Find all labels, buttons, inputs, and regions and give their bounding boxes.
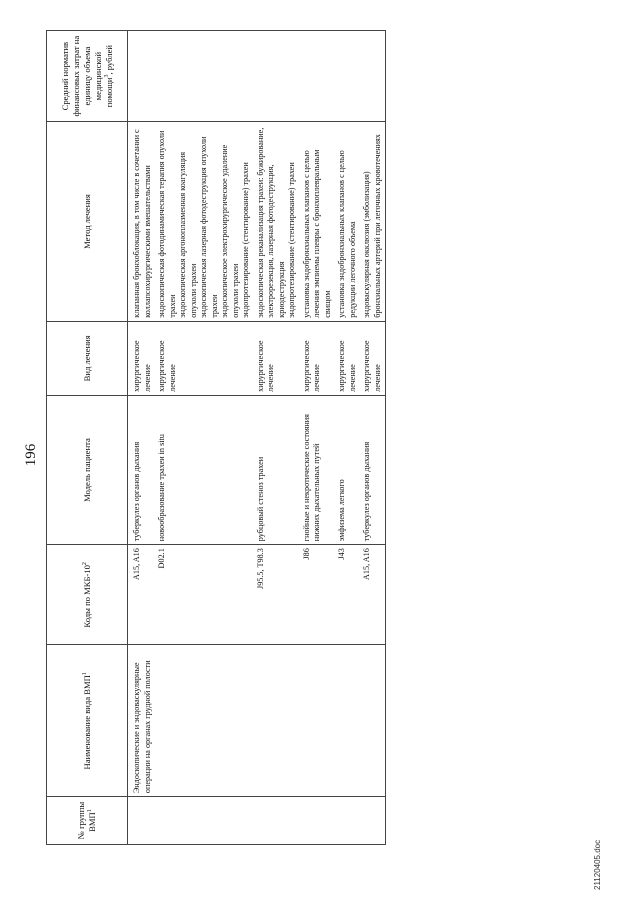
cell-cost <box>128 31 156 122</box>
cell-vmp-name <box>254 645 300 797</box>
method-line: клапанная бронхоблокация, в том числе в сочетании с коллапсохирургическими вмешательствами <box>132 129 152 318</box>
header-vmp-type: Наименование вида ВМП$^1$ <box>47 645 128 797</box>
cell-vmp-name <box>360 645 386 797</box>
method-line: эндопротезирование (стентирование) трахеи <box>287 162 296 318</box>
cell-group <box>335 797 360 845</box>
cell-methods <box>335 122 360 322</box>
header-group-no: № группы ВМП$^1$ <box>47 797 128 845</box>
cell-treatment-type: хирургическое лечение <box>335 321 360 395</box>
cell-icd: J86 <box>300 545 336 645</box>
cell-treatment-type: хирургическое лечение <box>254 321 300 395</box>
cell-model: туберкулез органов дыхания <box>360 395 386 544</box>
cell-model: гнойные и некротические состояния нижних дыхательных путей <box>300 395 336 544</box>
cell-methods <box>300 122 336 322</box>
header-patient-model: Модель пациента <box>47 395 128 544</box>
table-row <box>254 31 300 845</box>
header-treatment-method: Метод лечения <box>47 122 128 322</box>
table-row <box>360 31 386 845</box>
cell-icd: J43 <box>335 545 360 645</box>
method-line: эндоскопическая фотодинамическая терапия опухоли трахеи <box>157 130 177 318</box>
cell-treatment-type: хирургическое лечение <box>360 321 386 395</box>
cell-group <box>300 797 336 845</box>
method-line: эндоваскулярная окклюзия (эмболизация) бронхиальных артерий при легочных кровотечениях <box>362 134 382 318</box>
method-line: эндоскопическая аргоноплазменная коагуляция опухоли трахеи <box>178 151 198 318</box>
cell-model: туберкулез органов дыхания <box>128 395 156 544</box>
header-icd-codes: Коды по МКБ-$10^2$ <box>47 545 128 645</box>
method-line: установка эндобронхиальных клапанов с целью лечения эмпиемы плевры с бронхоплевральным свищом <box>301 149 332 318</box>
cell-cost <box>300 31 336 122</box>
cell-group <box>360 797 386 845</box>
cell-methods <box>360 122 386 322</box>
cell-model: рубцовый стеноз трахеи <box>254 395 300 544</box>
vmp-table <box>46 30 386 845</box>
method-line: эндоскопическая лазерная фотодеструкция опухоли трахеи <box>199 136 219 318</box>
page-number: 196 <box>23 443 39 467</box>
rotated-page <box>20 20 620 890</box>
method-line: эндоскопическая реканализация трахеи: бужирование, электрорезекция, лазерная фотодеструкция, криодеструкция <box>255 127 286 318</box>
cell-icd: A15, A16 <box>360 545 386 645</box>
cell-vmp-name <box>335 645 360 797</box>
cell-vmp-name <box>155 645 254 797</box>
cell-group <box>254 797 300 845</box>
method-line: эндоскопическое электрохирургическое удаление опухоли трахеи <box>220 144 240 318</box>
cell-treatment-type: хирургическое лечение <box>128 321 156 395</box>
table-row <box>155 31 254 845</box>
cell-methods <box>254 122 300 322</box>
cell-icd: J95.5, T98.3 <box>254 545 300 645</box>
method-line: эндопротезирование (стентирование) трахеи <box>241 162 250 318</box>
method-line: установка эндобронхиальных клапанов с целью редукции легочного объема <box>337 150 357 318</box>
cell-vmp-name: Эндоскопические и эндоваскулярные операции на органах грудной полости <box>128 645 156 797</box>
cell-group <box>128 797 156 845</box>
cell-cost <box>155 31 254 122</box>
cell-methods <box>128 122 156 322</box>
cell-cost <box>335 31 360 122</box>
cell-cost <box>254 31 300 122</box>
cell-icd: D02.1 <box>155 545 254 645</box>
table-row <box>335 31 360 845</box>
header-treatment-type: Вид лечения <box>47 321 128 395</box>
header-cost-norm: Средний норматив финансовых затрат на единицу объема медицинской помощи$^3$, рублей <box>47 31 128 122</box>
cell-group <box>155 797 254 845</box>
cell-treatment-type: хирургическое лечение <box>155 321 254 395</box>
cell-icd: A15, A16 <box>128 545 156 645</box>
cell-cost <box>360 31 386 122</box>
document-filename: 21120405.doc <box>593 839 602 890</box>
cell-model: эмфизема легкого <box>335 395 360 544</box>
cell-model: новообразование трахеи in situ <box>155 395 254 544</box>
table-row <box>128 31 156 845</box>
table-header-row <box>47 31 128 845</box>
cell-treatment-type: хирургическое лечение <box>300 321 336 395</box>
cell-vmp-name <box>300 645 336 797</box>
table-row <box>300 31 336 845</box>
cell-methods <box>155 122 254 322</box>
